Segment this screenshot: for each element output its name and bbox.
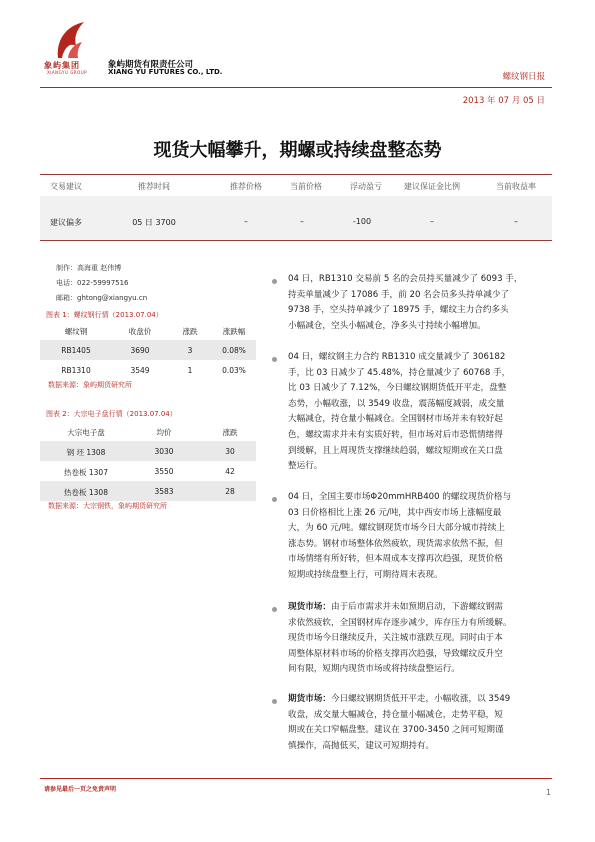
table-cell: RB1310 <box>61 366 91 375</box>
paragraph-line: 短期或持续盘整上行，可期待周末表现。 <box>288 569 443 580</box>
table-row <box>40 340 256 360</box>
table-cell: 0.08% <box>222 346 246 355</box>
paragraph-line: 9738 手，空头持单减少了 18975 手，螺纹主力合约多头 <box>288 305 509 316</box>
report-date: 2013 年 07 月 05 日 <box>462 96 545 106</box>
paragraph-line: 期货市场：今日螺纹钢期货低开平走，小幅收涨，以 3549 <box>288 694 511 704</box>
bullet-icon <box>272 279 277 284</box>
paragraph-line: 比 03 日减少了 7.12%，今日螺纹钢期货低开平走，盘整 <box>288 383 507 394</box>
table-cell: 1 <box>187 366 193 375</box>
table-header-cell: 涨跌 <box>182 327 198 336</box>
table-row <box>40 481 256 501</box>
bullet-icon <box>272 357 277 362</box>
table-header-cell: 涨跌 <box>222 428 238 437</box>
table2-caption: 图表 2：大宗电子盘行情（2013.07.04） <box>46 410 177 418</box>
table-header-row <box>40 320 256 341</box>
table-cell: 热卷板 1308 <box>64 488 108 497</box>
paragraph-line: 整运行。 <box>288 461 323 472</box>
paragraph-line: 04 日，螺纹钢主力合约 RB1310 成交量减少了 306182 <box>288 352 506 362</box>
rec-header-cell: 当前价格 <box>290 182 322 191</box>
table-header-cell: 螺纹钢 <box>64 327 88 336</box>
paragraph-line: 现货市场今日继续反升，关注城市涨跌互现。同时由于本 <box>288 633 503 644</box>
table-cell: 3 <box>187 346 193 355</box>
paragraph-line: 期或在关口窄幅盘整。建议在 3700-3450 之间可短期谨 <box>288 725 504 736</box>
table-cell: 30 <box>225 447 235 456</box>
table-row <box>40 461 256 481</box>
table-header-row <box>40 421 256 442</box>
table-cell: 热卷板 1307 <box>64 468 108 477</box>
table-cell: 3583 <box>154 487 174 496</box>
paragraph-main-contract <box>288 350 550 475</box>
paragraph-line: 慎操作，高抛低买，建议可短期持有。 <box>288 740 435 751</box>
table-cell: 3690 <box>130 346 150 355</box>
rec-cell: – <box>430 217 434 226</box>
paragraph-member-positions <box>288 272 550 334</box>
rec-cell: 建议偏多 <box>50 218 82 227</box>
paragraph-line: 大幅减仓，持仓量小幅减仓。全国钢材市场并未有较好起 <box>288 414 503 425</box>
paragraph-futures-market <box>288 692 550 754</box>
phone-line: 电话：022-59997516 <box>56 279 129 287</box>
rec-header-cell: 推荐时间 <box>138 182 170 191</box>
recommendation-table-header <box>40 174 552 198</box>
table2-source: 数据来源：大宗钢铁，象屿期货研究所 <box>48 502 167 510</box>
paragraph-line: 间有限，短期内现货市场或将持续盘整运行。 <box>288 664 460 675</box>
paragraph-line: 涨态势。钢材市场整体依然疲软，现货需求依然不振，但 <box>288 538 503 549</box>
producer-line: 制作：高海重 赵伟博 <box>56 264 122 272</box>
header-divider <box>40 87 552 88</box>
paragraph-line: 手，比 03 日减少了 45.48%，持仓量减少了 60768 手， <box>288 367 511 378</box>
rec-cell: – <box>514 217 518 226</box>
paragraph-line: 收盘，成交量大幅减仓，持仓量小幅减仓，走势平稳，短 <box>288 709 503 720</box>
paragraph-line: 04 日，全国主要市场Φ20mmHRB400 的螺纹现货价格与 <box>288 492 512 502</box>
footer-divider <box>40 778 552 779</box>
table-cell: 28 <box>225 487 235 496</box>
paragraph-line: 态势，小幅收涨，以 3549 收盘，震荡幅度减弱，成交量 <box>288 398 505 409</box>
rec-header-cell: 建议保证金比例 <box>404 182 460 191</box>
paragraph-line: 色，螺纹需求并未有实质好转，但市场对后市恐慌情绪得 <box>288 429 503 440</box>
table1-source: 数据来源：象屿期货研究所 <box>48 381 132 389</box>
table-row <box>40 360 256 380</box>
report-type: 螺纹钢日报 <box>502 72 545 82</box>
paragraph-line: 求依然疲软，全国钢材库存逐步减少，库存压力有所缓解。 <box>288 617 512 628</box>
company-name-cn: 象屿期货有限责任公司 <box>108 60 194 70</box>
email-line: 邮箱：ghtong@xiangyu.cn <box>56 294 148 302</box>
table-cell: 0.03% <box>222 366 246 375</box>
paragraph-line: 03 日价格相比上涨 26 元/吨，其中西安市场上涨幅度最 <box>288 507 502 518</box>
table-cell: 钢 坯 1308 <box>66 448 106 457</box>
paragraph-line: 周整体原材料市场的价格支撑再次趋强，导致螺纹反升空 <box>288 648 503 659</box>
paragraph-line: 现货市场：由于后市需求并未如预期启动，下游螺纹钢需 <box>288 602 503 612</box>
paragraph-line: 04 日，RB1310 交易前 5 名的会员持买量减少了 6093 手， <box>288 274 523 284</box>
paragraph-lead: 现货市场： <box>288 602 331 612</box>
logo-english-name: XIANGYU GROUP <box>47 70 88 75</box>
logo-chinese-name: 象屿集团 <box>44 61 80 70</box>
rec-cell: 05 日 3700 <box>132 218 176 227</box>
table-cell: 3549 <box>130 366 150 375</box>
rec-cell: – <box>244 217 248 226</box>
paragraph-line: 大，为 60 元/吨。螺纹钢现货市场今日大部分城市持续上 <box>288 523 505 534</box>
paragraph-line: 持卖单量减少了 17086 手，前 20 名会员多头持单减少了 <box>288 289 510 300</box>
bullet-icon <box>272 497 277 502</box>
paragraph-spot-market <box>288 600 550 678</box>
company-logo-icon <box>52 20 90 60</box>
paragraph-line: 市场情绪有所好转，但本周成本支撑再次趋强，现货价格 <box>288 554 503 565</box>
table-cell: 42 <box>225 467 235 476</box>
page-title: 现货大幅攀升，期螺或持续盘整态势 <box>153 140 442 161</box>
disclaimer-note: 请参见最后一页之免责声明 <box>44 786 117 793</box>
bullet-icon <box>272 607 277 612</box>
rec-cell: -100 <box>352 217 372 226</box>
rec-cell: – <box>300 217 304 226</box>
recommendation-table-row <box>40 196 552 241</box>
table-header-cell: 收盘价 <box>128 327 152 336</box>
rec-header-cell: 当前收益率 <box>496 182 536 191</box>
table-row <box>40 441 256 461</box>
table-cell: 3550 <box>154 467 174 476</box>
paragraph-line: 到缓解，且上周现货支撑继续趋弱，螺纹短期或在关口盘 <box>288 445 503 456</box>
table-header-cell: 大宗电子盘 <box>67 428 105 437</box>
rec-header-cell: 交易建议 <box>50 182 82 191</box>
table-cell: RB1405 <box>61 346 91 355</box>
rec-header-cell: 推荐价格 <box>230 182 262 191</box>
rec-header-cell: 浮动盈亏 <box>350 182 382 191</box>
bullet-icon <box>272 699 277 704</box>
page-number: 1 <box>546 788 552 797</box>
table-header-cell: 涨跌幅 <box>222 327 246 336</box>
paragraph-lead: 期货市场： <box>288 694 331 704</box>
table-header-cell: 均价 <box>156 428 172 437</box>
table1-caption: 图表 1：螺纹钢行情（2013.07.04） <box>46 311 163 319</box>
table-cell: 3030 <box>154 447 174 456</box>
paragraph-line: 小幅减仓，空头小幅减仓，净多头寸持续小幅增加。 <box>288 320 486 331</box>
paragraph-spot-prices <box>288 490 550 584</box>
company-name-en: XIANG YU FUTURES CO., LTD. <box>108 68 223 76</box>
